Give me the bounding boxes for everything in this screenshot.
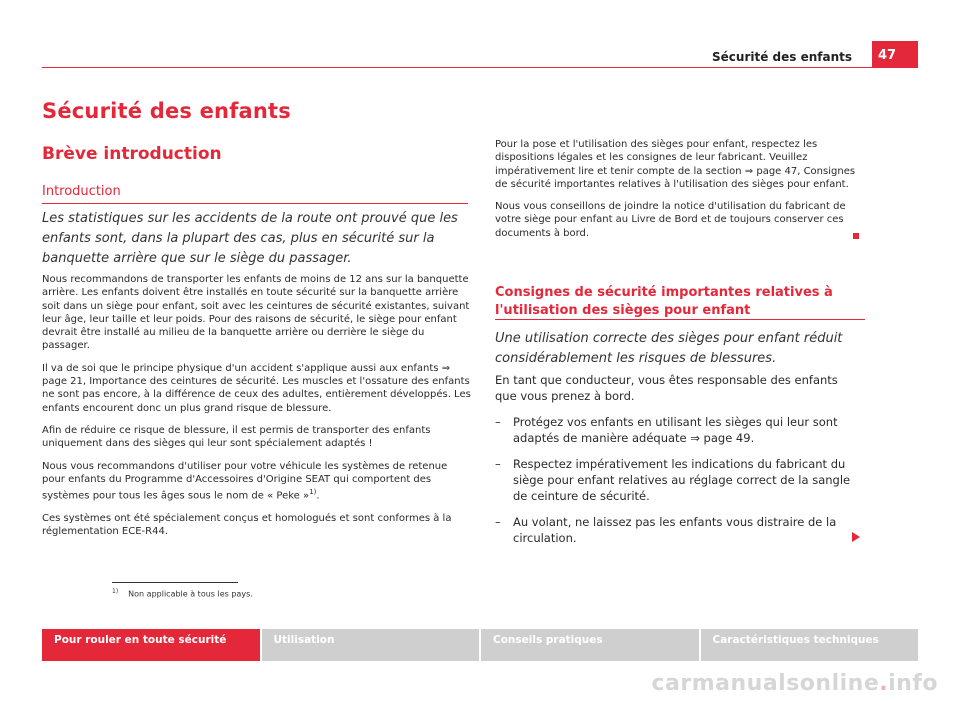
list-item: – Au volant, ne laissez pas les enfants vous distraire de la circulation. <box>495 514 860 546</box>
footnote <box>112 588 253 599</box>
safety-list <box>495 414 860 546</box>
list-item: – Protégez vos enfants en utilisant les sièges qui leur sont adaptés de manière adéquate ⇒ page 49. <box>495 414 860 446</box>
footnote-marker: 1) <box>112 588 119 595</box>
paragraph: Afin de réduire ce risque de blessure, il est permis de transporter des enfants uniquement dans des sièges qui leur sont spécialement adaptés ! <box>42 424 431 450</box>
tab-operation[interactable]: Utilisation <box>262 629 480 661</box>
tab-practical-tips[interactable]: Conseils pratiques <box>481 629 699 661</box>
paragraph-with-footnote <box>42 460 472 503</box>
paragraph: Nous recommandons de transporter les enfants de moins de 12 ans sur la banquette arrière. Les enfants doivent être installés en toute sécurité sur la banquette arrière soit dans un siège pour enfant, soit avec les ceintures de sécurité existantes, suivant leur âge, leur taille et leur poids. Pour des raisons de sécurité, le siège pour enfant devrait être installé au milieu de la banquette arrière ou derrière le siège du passager. <box>42 274 470 352</box>
watermark-text: carmanualsonline <box>651 671 880 696</box>
paragraph-text: Nous vous recommandons d'utiliser pour votre véhicule les systèmes de retenue pour enfants du Programme d'Accessoires d'Origine SEAT qui comportent des systèmes pour tous les âges sous le nom de « Peke » <box>42 460 448 502</box>
watermark <box>651 671 938 696</box>
paragraph: Ces systèmes ont été spécialement conçus et homologués et sont conformes à la réglementation ECE-R44. <box>42 512 452 538</box>
tab-technical-specs[interactable]: Caractéristiques techniques <box>701 629 919 661</box>
section-end-marker <box>853 233 859 239</box>
header-rule <box>42 67 918 68</box>
watermark-dot: . <box>879 671 889 696</box>
list-item: – Respectez impérativement les indications du fabricant du siège pour enfant relatives au réglage correct de la sangle de ceinture de sécurité. <box>495 456 860 504</box>
footnote-text: Non applicable à tous les pays. <box>128 589 253 599</box>
safety-body <box>495 372 860 556</box>
footnote-reference[interactable]: 1) <box>309 488 317 497</box>
safety-heading: Consignes de sécurité importantes relatives à l'utilisation des sièges pour enfant <box>495 285 833 318</box>
chapter-title: Sécurité des enfants <box>42 99 291 123</box>
chapter-tabs <box>42 629 918 661</box>
watermark-tld: info <box>888 671 938 696</box>
safety-heading-rule <box>495 319 865 320</box>
left-column <box>42 273 472 547</box>
running-header-title: Sécurité des enfants <box>712 50 852 64</box>
safety-lead: Une utilisation correcte des sièges pour enfant réduit considérablement les risques de blessures. <box>495 331 843 366</box>
intro-lead: Les statistiques sur les accidents de la route ont prouvé que les enfants sont, dans la plupart des cas, plus en sécurité sur la banquette arrière que sur le siège du passager. <box>42 211 458 266</box>
subsection-title: Introduction <box>42 184 121 199</box>
continue-arrow-icon <box>852 532 860 542</box>
paragraph: Nous vous conseillons de joindre la notice d'utilisation du fabricant de votre siège pour enfant au Livre de Bord et de toujours conserver ces documents à bord. <box>495 201 846 239</box>
paragraph: Il va de soi que le principe physique d'un accident s'applique aussi aux enfants ⇒ page 21, Importance des ceintures de sécurité. Les muscles et l'ossature des enfants ne sont pas encore, à la différence de ceux des adultes, entièrement développés. Les enfants encourent donc un plus grand risque de blessure. <box>42 362 471 414</box>
section-title: Brève introduction <box>42 144 222 164</box>
footnote-rule <box>112 582 238 583</box>
page-number-badge: 47 <box>872 41 918 68</box>
subsection-rule <box>42 203 468 204</box>
safety-intro: En tant que conducteur, vous êtes responsable des enfants que vous prenez à bord. <box>495 373 838 403</box>
right-column <box>495 138 865 249</box>
paragraph-end: . <box>316 490 320 502</box>
paragraph: Pour la pose et l'utilisation des sièges pour enfant, respectez les dispositions légales et les consignes de leur fabricant. Veuillez impérativement lire et tenir compte de la section ⇒ page 47, Consignes de sécurité importantes relatives à l'utilisation des sièges pour enfant. <box>495 139 856 190</box>
tab-driving-safety[interactable]: Pour rouler en toute sécurité <box>42 629 260 661</box>
